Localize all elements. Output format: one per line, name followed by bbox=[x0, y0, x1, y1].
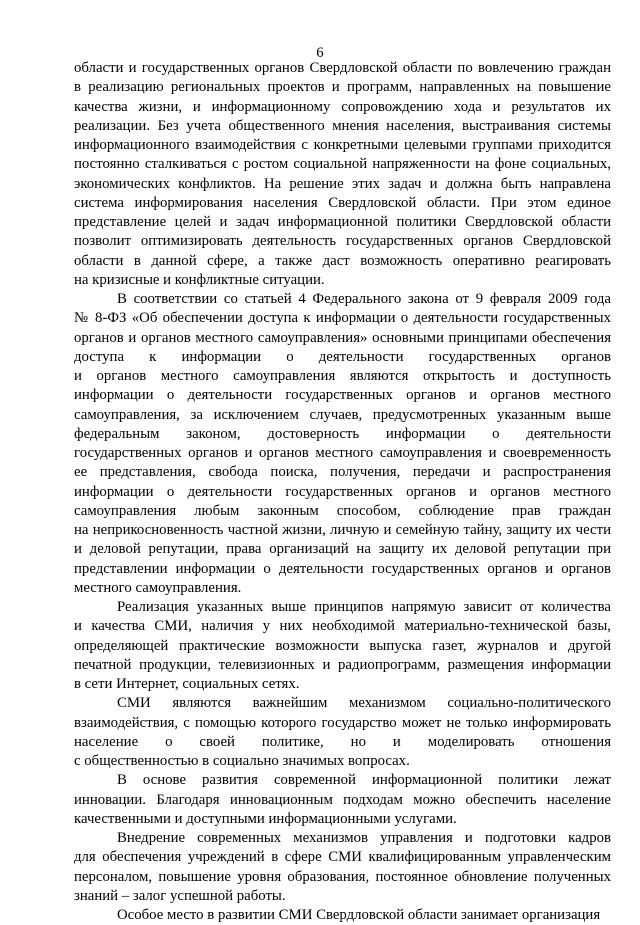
text-line: В соответствии со статьей 4 Федерального закона от 9 февраля 2009 года bbox=[117, 291, 611, 307]
text-line: система информирования населения Свердловской области. При этом единое bbox=[74, 194, 611, 211]
text-line: и органов местного самоуправления являются открытость и доступность bbox=[74, 368, 611, 384]
text-line: информации о деятельности государственных органов и органов местного bbox=[74, 483, 611, 500]
text-line: реализации. Без учета общественного мнения населения, выстраивания системы bbox=[74, 117, 611, 134]
text-line: самоуправления, за исключением случаев, предусмотренных указанным выше bbox=[74, 406, 611, 423]
text-line: для обеспечения учреждений в сфере СМИ квалифицированным управленческим bbox=[74, 849, 611, 866]
text-line: экономических конфликтов. На решение этих задач и должна быть направлена bbox=[74, 175, 611, 192]
text-line: на неприкосновенность частной жизни, личную и семейную тайну, защиту их чести bbox=[74, 522, 611, 538]
text-line: инновации. Благодаря инновационным подходам можно обеспечить население bbox=[74, 791, 611, 808]
text-line: и качества СМИ, наличия у них необходимой материально-технической базы, bbox=[74, 618, 611, 635]
text-line: персоналом, повышение уровня образования, постоянное обновление полученных bbox=[74, 868, 611, 885]
text-line: качества жизни, и информационному сопровождению хода и результатов их bbox=[74, 98, 611, 115]
text-line: с общественностью в социально значимых вопросах. bbox=[74, 753, 410, 769]
text-line: № 8-ФЗ «Об обеспечении доступа к информации о деятельности государственных bbox=[74, 310, 611, 327]
text-line: позволит оптимизировать деятельность государственных органов Свердловской bbox=[74, 233, 611, 250]
text-line: информационного взаимодействия с конкретными целевыми группами приходится bbox=[74, 137, 611, 153]
text-line: ее представления, свобода поиска, получения, передачи и распространения bbox=[74, 464, 611, 481]
text-line: Внедрение современных механизмов управления и подготовки кадров bbox=[117, 830, 611, 846]
text-line: Особое место в развитии СМИ Свердловской области занимает организация bbox=[117, 907, 601, 923]
text-line: и деловой репутации, права организаций на защиту их деловой репутации при bbox=[74, 541, 611, 558]
text-line: органов и органов местного самоуправления» основными принципами обеспечения bbox=[74, 329, 611, 346]
text-line: на кризисные и конфликтные ситуации. bbox=[74, 271, 325, 288]
text-line: постоянно сталкиваться с ростом социальной напряженности на фоне социальных, bbox=[74, 156, 611, 173]
text-line: В основе развития современной информационной политики лежат bbox=[117, 772, 611, 789]
text-line: СМИ являются важнейшим механизмом социально-политического bbox=[117, 695, 611, 712]
text-line: Реализация указанных выше принципов напрямую зависит от количества bbox=[117, 599, 611, 615]
text-line: доступа к информации о деятельности государственных органов bbox=[74, 348, 611, 365]
text-line: определяющей практические возможности выпуска газет, журналов и другой bbox=[74, 637, 611, 654]
text-line: знаний – залог успешной работы. bbox=[74, 887, 286, 904]
text-line: население о своей политике, но и моделировать отношения bbox=[74, 733, 611, 750]
text-line: в сети Интернет, социальных сетях. bbox=[74, 676, 300, 692]
text-line: местного самоуправления. bbox=[74, 579, 242, 596]
page-number: 6 bbox=[316, 45, 324, 61]
text-line: взаимодействия, с помощью которого государство может не только информировать bbox=[74, 714, 611, 731]
text-line: качественными и доступными информационными услугами. bbox=[74, 810, 457, 827]
text-line: представление целей и задач информационной политики Свердловской области bbox=[74, 214, 611, 230]
text-line: области и государственных органов Свердловской области по вовлечению граждан bbox=[74, 60, 611, 76]
text-line: представлении информации о деятельности государственных органов и органов bbox=[74, 560, 611, 577]
text-line: государственных органов и органов местного самоуправления и своевременность bbox=[74, 445, 611, 461]
text-line: области в данной сфере, а также даст возможность оперативно реагировать bbox=[74, 252, 611, 269]
text-line: в реализацию региональных проектов и программ, направленных на повышение bbox=[74, 79, 611, 96]
text-line: печатной продукции, телевизионных и радиопрограмм, размещения информации bbox=[74, 656, 611, 673]
text-line: самоуправления любым законным способом, соблюдение прав граждан bbox=[74, 502, 611, 519]
text-line: информации о деятельности государственных органов и органов местного bbox=[74, 387, 611, 404]
text-line: федеральным законом, достоверность информации о деятельности bbox=[74, 425, 611, 442]
